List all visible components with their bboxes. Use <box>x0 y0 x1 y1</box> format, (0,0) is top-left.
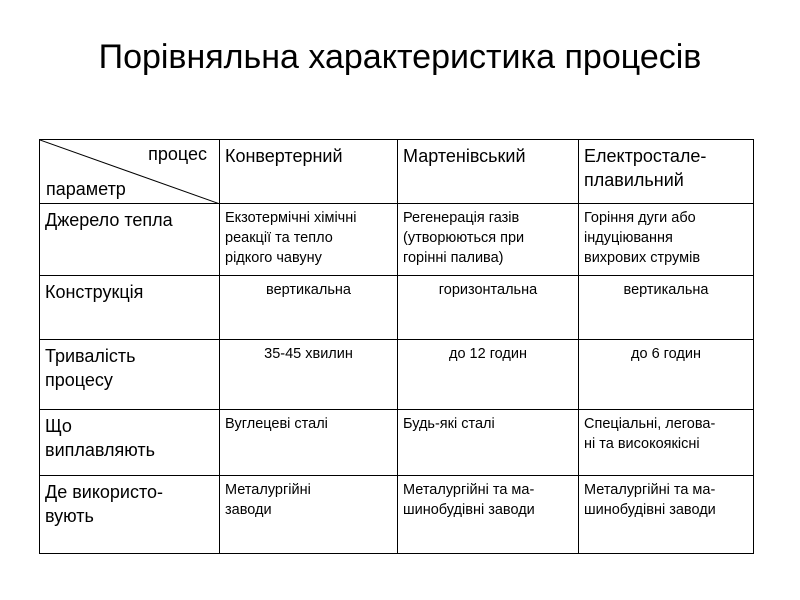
corner-label-process: процес <box>148 144 207 164</box>
table-cell <box>398 476 579 554</box>
cell-line: вертикальна <box>266 282 351 298</box>
page-title: Порівняльна характеристика процесів <box>98 38 702 76</box>
cell-line: Металургійні та ма- <box>584 482 716 498</box>
cell-line: (утворюються при <box>403 230 525 246</box>
table-cell <box>398 340 579 410</box>
table-row <box>40 410 754 476</box>
header-line: Конвертерний <box>225 146 343 166</box>
table-cell <box>398 410 579 476</box>
cell-line: шинобудівні заводи <box>584 502 716 518</box>
column-header <box>579 140 754 204</box>
table-row <box>40 276 754 340</box>
column-header <box>220 140 398 204</box>
table-cell <box>398 276 579 340</box>
cell-line: Металургійні <box>225 482 311 498</box>
cell-line: до 6 годин <box>631 346 701 362</box>
corner-label-parameter: параметр <box>46 179 126 199</box>
table-cell <box>398 204 579 276</box>
cell-line: вихрових струмів <box>584 250 701 266</box>
row-label-line: Що <box>45 416 72 436</box>
cell-line: Спеціальні, легова- <box>584 416 716 432</box>
cell-line: рідкого чавуну <box>225 250 322 266</box>
table-cell <box>220 410 398 476</box>
cell-line: ні та високоякісні <box>584 436 700 452</box>
cell-line: шинобудівні заводи <box>403 502 535 518</box>
table-row <box>40 476 754 554</box>
cell-line: заводи <box>225 502 272 518</box>
cell-line: Будь-які сталі <box>403 416 495 432</box>
table-row <box>40 340 754 410</box>
row-label <box>40 476 220 554</box>
cell-line: Вуглецеві сталі <box>225 416 328 432</box>
row-label <box>40 276 220 340</box>
comparison-table <box>39 139 754 554</box>
header-line: плавильний <box>584 170 684 190</box>
cell-line: реакції та тепло <box>225 230 333 246</box>
cell-line: Регенерація газів <box>403 210 520 226</box>
cell-line: 35-45 хвилин <box>264 346 353 362</box>
row-label <box>40 204 220 276</box>
table-cell <box>579 276 754 340</box>
table-cell <box>220 276 398 340</box>
row-label-line: Тривалість <box>45 346 136 366</box>
table-cell <box>579 476 754 554</box>
cell-line: Металургійні та ма- <box>403 482 535 498</box>
table-header-row <box>40 140 754 204</box>
row-label-line: процесу <box>45 370 113 390</box>
row-label <box>40 340 220 410</box>
cell-line: Екзотермічні хімічні <box>225 210 357 226</box>
cell-line: горінні палива) <box>403 250 504 266</box>
row-label-line: вують <box>45 506 94 526</box>
table-cell <box>579 340 754 410</box>
header-line: Мартенівський <box>403 146 526 166</box>
cell-line: Горіння дуги або <box>584 210 696 226</box>
row-label-line: виплавляють <box>45 440 156 460</box>
table-row <box>40 204 754 276</box>
table-cell <box>220 476 398 554</box>
cell-line: до 12 годин <box>449 346 527 362</box>
corner-header-cell <box>40 140 220 204</box>
table-cell <box>579 410 754 476</box>
row-label-line: Конструкція <box>45 282 144 302</box>
table-cell <box>220 340 398 410</box>
cell-line: вертикальна <box>623 282 709 298</box>
row-label-line: Джерело тепла <box>45 210 173 230</box>
row-label-line: Де використо- <box>45 482 164 502</box>
table-cell <box>579 204 754 276</box>
header-line: Електростале- <box>584 146 707 166</box>
row-label <box>40 410 220 476</box>
cell-line: горизонтальна <box>438 282 538 298</box>
table-cell <box>220 204 398 276</box>
column-header <box>398 140 579 204</box>
cell-line: індуціювання <box>584 230 673 246</box>
